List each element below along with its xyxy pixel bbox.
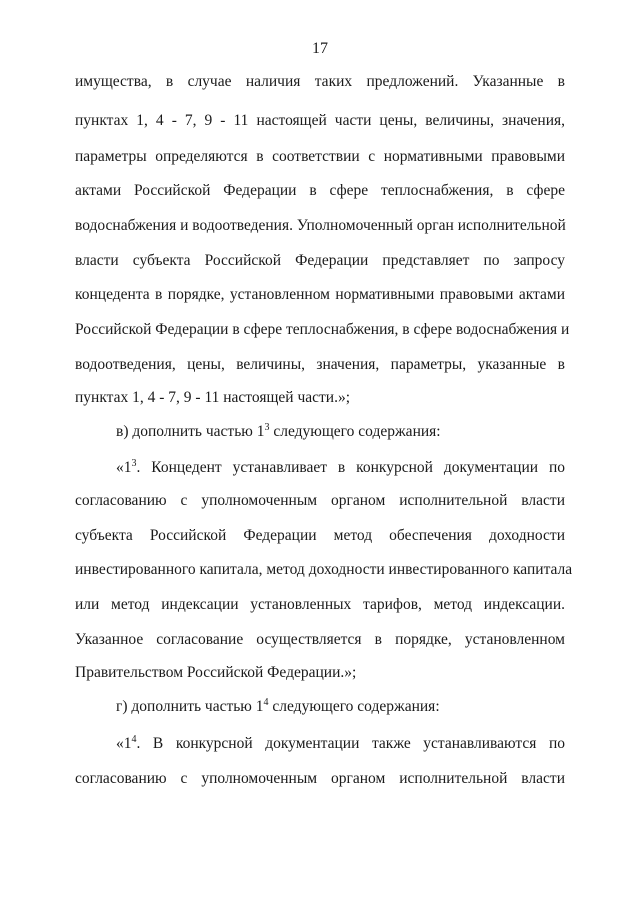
text-line: власти субъекта Российской Федерации представляет по запросу — [75, 252, 565, 269]
text-line: пунктах 1, 4 - 7, 9 - 11 настоящей части цены, величины, значения, — [75, 112, 565, 129]
quote-lead: «1 — [116, 459, 132, 476]
text-line: водоснабжения и водоотведения. Уполномоченный орган исполнительной — [75, 217, 566, 234]
list-item-text: в) дополнить частью 1 — [116, 423, 265, 440]
list-item-text: следующего содержания: — [269, 423, 441, 440]
text-line: водоотведения, цены, величины, значения, параметры, указанные в — [75, 356, 565, 373]
superscript: 4 — [131, 734, 137, 745]
text-line — [116, 458, 565, 478]
quote-text: . В конкурсной документации также устанавливаются по — [136, 735, 565, 752]
quote-text: . Концедент устанавливает в конкурсной документации по — [136, 459, 565, 476]
text-line: Указанное согласование осуществляется в порядке, установленном — [75, 631, 565, 648]
text-line: субъекта Российской Федерации метод обеспечения доходности — [75, 527, 565, 544]
superscript: 3 — [131, 458, 137, 469]
text-line: имущества, в случае наличия таких предложений. Указанные в — [75, 73, 565, 90]
text-line — [116, 734, 565, 754]
list-item-g — [116, 697, 440, 717]
text-line: пунктах 1, 4 - 7, 9 - 11 настоящей части.»; — [75, 389, 351, 406]
superscript: 3 — [264, 422, 270, 433]
page-number: 17 — [312, 40, 328, 57]
text-line: инвестированного капитала, метод доходности инвестированного капитала — [75, 561, 573, 578]
text-line: параметры определяются в соответствии с нормативными правовыми — [75, 148, 565, 165]
text-line: согласованию с уполномоченным органом исполнительной власти — [75, 492, 565, 509]
list-item-text: г) дополнить частью 1 — [116, 698, 264, 715]
text-line: актами Российской Федерации в сфере теплоснабжения, в сфере — [75, 182, 565, 199]
text-line: Российской Федерации в сфере теплоснабжения, в сфере водоснабжения и — [75, 321, 570, 338]
text-line: концедента в порядке, установленном нормативными правовыми актами — [75, 286, 565, 303]
list-item-v — [116, 422, 441, 442]
text-line: Правительством Российской Федерации.»; — [75, 664, 357, 681]
text-line: или метод индексации установленных тарифов, метод индексации. — [75, 596, 565, 613]
superscript: 4 — [263, 697, 269, 708]
list-item-text: следующего содержания: — [268, 698, 440, 715]
text-line: согласованию с уполномоченным органом исполнительной власти — [75, 770, 565, 787]
quote-lead: «1 — [116, 735, 132, 752]
